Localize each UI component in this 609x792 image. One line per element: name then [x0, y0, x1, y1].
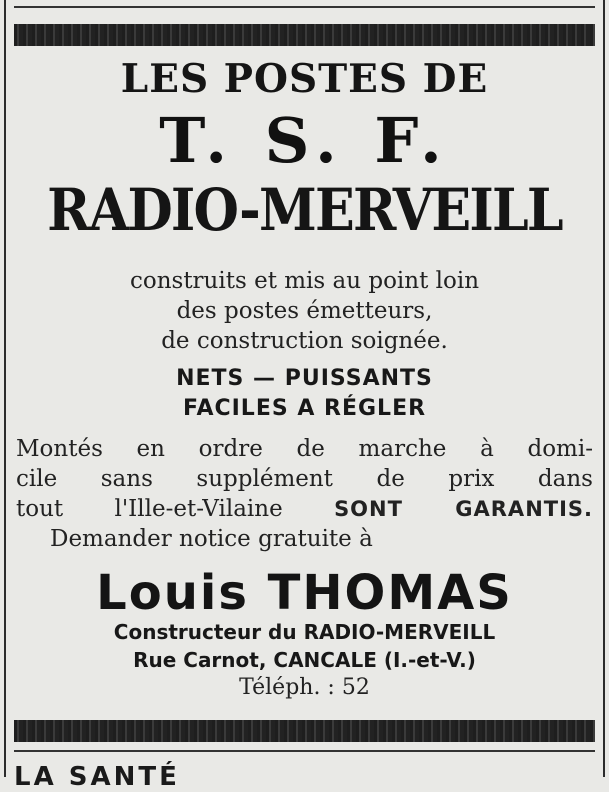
bottom-rule	[14, 750, 595, 752]
contact-phone: Téléph. : 52	[239, 675, 370, 700]
top-rule	[14, 6, 595, 8]
description-line-3: de construction soignée.	[161, 328, 448, 354]
next-article-heading: LA SANTÉ	[14, 762, 180, 792]
features-line-2: FACILES A RÉGLER	[182, 396, 427, 421]
description-line-2: des postes émetteurs,	[176, 298, 433, 324]
contact-name: Louis THOMAS	[96, 565, 513, 621]
bottom-decorative-band	[14, 720, 595, 742]
guarantee-text: SONT GARANTIS.	[334, 497, 594, 521]
description-line-1: construits et mis au point loin	[129, 268, 480, 294]
brand-title: RADIO-MERVEILL	[47, 176, 562, 244]
headline: LES POSTES DE	[120, 56, 489, 102]
body-line-3-text: tout l'Ille-et-Vilaine	[16, 496, 283, 522]
contact-address: Rue Carnot, CANCALE (I.-et-V.)	[133, 648, 476, 672]
features-line-1: NETS — PUISSANTS	[176, 366, 433, 391]
body-line-3	[16, 496, 593, 522]
body-line-1: Montés en ordre de marche à domi-	[16, 436, 593, 462]
tsf-title: T. S. F.	[159, 104, 450, 177]
contact-line-1: Constructeur du RADIO-MERVEILL	[113, 620, 496, 644]
body-line-4: Demander notice gratuite à	[50, 526, 373, 552]
body-line-2: cile sans supplément de prix dans	[16, 466, 593, 492]
top-decorative-band	[14, 24, 595, 46]
